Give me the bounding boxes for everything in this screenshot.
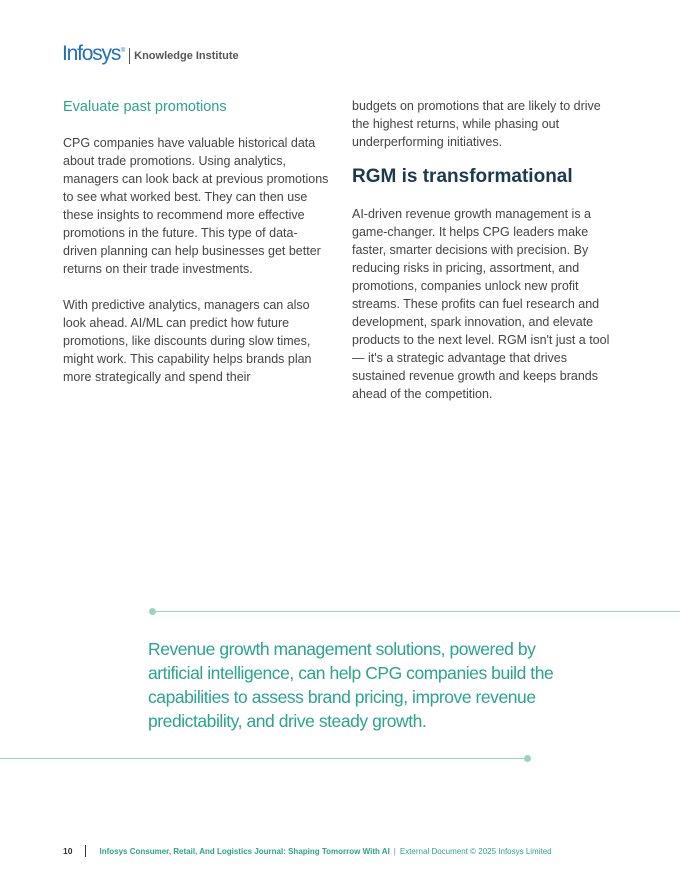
page-footer [63, 845, 552, 857]
pull-quote-top-rule [152, 611, 680, 612]
infosys-logo [62, 42, 126, 65]
pull-quote: Revenue growth management solutions, powered by artificial intelligence, can help CPG companies build the capabilities to assess brand pricing, improve revenue predictability, and drive steady growth. [148, 639, 554, 731]
page-header [62, 40, 239, 64]
copyright-notice: External Document © 2025 Infosys Limited [399, 846, 552, 856]
right-column [352, 97, 614, 403]
pull-quote-bottom-rule [0, 758, 528, 759]
body-paragraph: budgets on promotions that are likely to drive the highest returns, while phasing out underperforming initiatives. [352, 99, 601, 149]
section-subheading: Evaluate past promotions [63, 99, 227, 115]
rule-dot-icon [524, 755, 531, 762]
section-heading: RGM is transformational [352, 166, 573, 187]
body-paragraph: CPG companies have valuable historical data about trade promotions. Using analytics, managers can look back at previous promotions to see what worked best. They can then use these insights to recommend more effective promotions in the future. This type of data-driven planning can help businesses get better returns on their trade investments. [63, 136, 329, 276]
header-subtitle: Knowledge Institute [134, 50, 239, 62]
logo-text: Infosys [62, 42, 121, 65]
page-number: 10 [63, 846, 73, 856]
header-divider [129, 48, 130, 64]
logo-trademark: ® [120, 48, 126, 54]
footer-separator: | [393, 846, 396, 856]
footer-divider [85, 845, 86, 857]
journal-title: Infosys Consumer, Retail, And Logistics Journal: Shaping Tomorrow With AI [99, 846, 390, 856]
body-paragraph: With predictive analytics, managers can also look ahead. AI/ML can predict how future promotions, like discounts during slow times, might work. This capability helps brands plan more strategically and spend their [63, 298, 312, 384]
rule-dot-icon [149, 608, 156, 615]
body-paragraph: AI-driven revenue growth management is a game-changer. It helps CPG leaders make faster, smarter decisions with precision. By reducing risks in pricing, assortment, and promotions, companies unlock new profit streams. These profits can fuel research and development, spark innovation, and elevate products to the next level. RGM isn't just a tool — it's a strategic advantage that drives sustained revenue growth and keeps brands ahead of the competition. [352, 207, 610, 401]
left-column [63, 97, 331, 386]
